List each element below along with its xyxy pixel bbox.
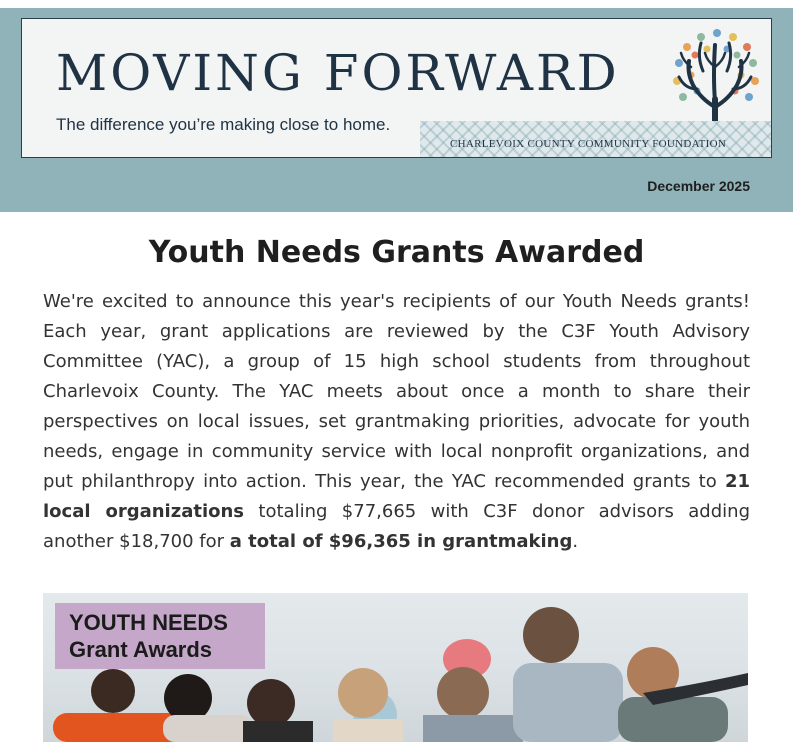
body-text-part2: totaling $77,665 with C3F donor advisors adding another $18,700 for — [43, 501, 750, 552]
decorative-pattern-strip — [420, 121, 772, 158]
body-text-part1: We're excited to announce this year's recipients of our Youth Needs grants! Each year, grant applications are reviewed by the C3F Youth Advisory Committee (YAC), a group of 15 high school students from throughout Charlevoix County. The YAC meets about once a month to share their perspectives on local issues, set grantmaking priorities, advocate for youth needs, engage in community service with local nonprofit organizations, and put philanthropy into action. This year, the YAC recommended grants to — [43, 291, 750, 492]
grant-awards-photo — [43, 593, 748, 742]
label-line-2: Grant Awards — [69, 637, 213, 662]
masthead-banner — [21, 18, 772, 158]
body-text-end: . — [572, 531, 579, 552]
body-bold-total: a total of $96,365 in grantmaking — [229, 531, 573, 552]
organization-name: CHARLEVOIX COUNTY COMMUNITY FOUNDATION — [450, 138, 727, 150]
article-body — [43, 287, 750, 557]
issue-date: December 2025 — [647, 178, 750, 194]
article-headline: Youth Needs Grants Awarded — [148, 235, 645, 270]
newsletter-tagline: The difference you’re making close to home. — [56, 115, 391, 134]
newsletter-title: MOVING FORWARD — [56, 44, 620, 102]
grant-awards-label — [55, 603, 265, 669]
body-bold-organizations: 21 local organizations — [43, 471, 750, 522]
label-line-1: YOUTH NEEDS — [69, 610, 228, 635]
